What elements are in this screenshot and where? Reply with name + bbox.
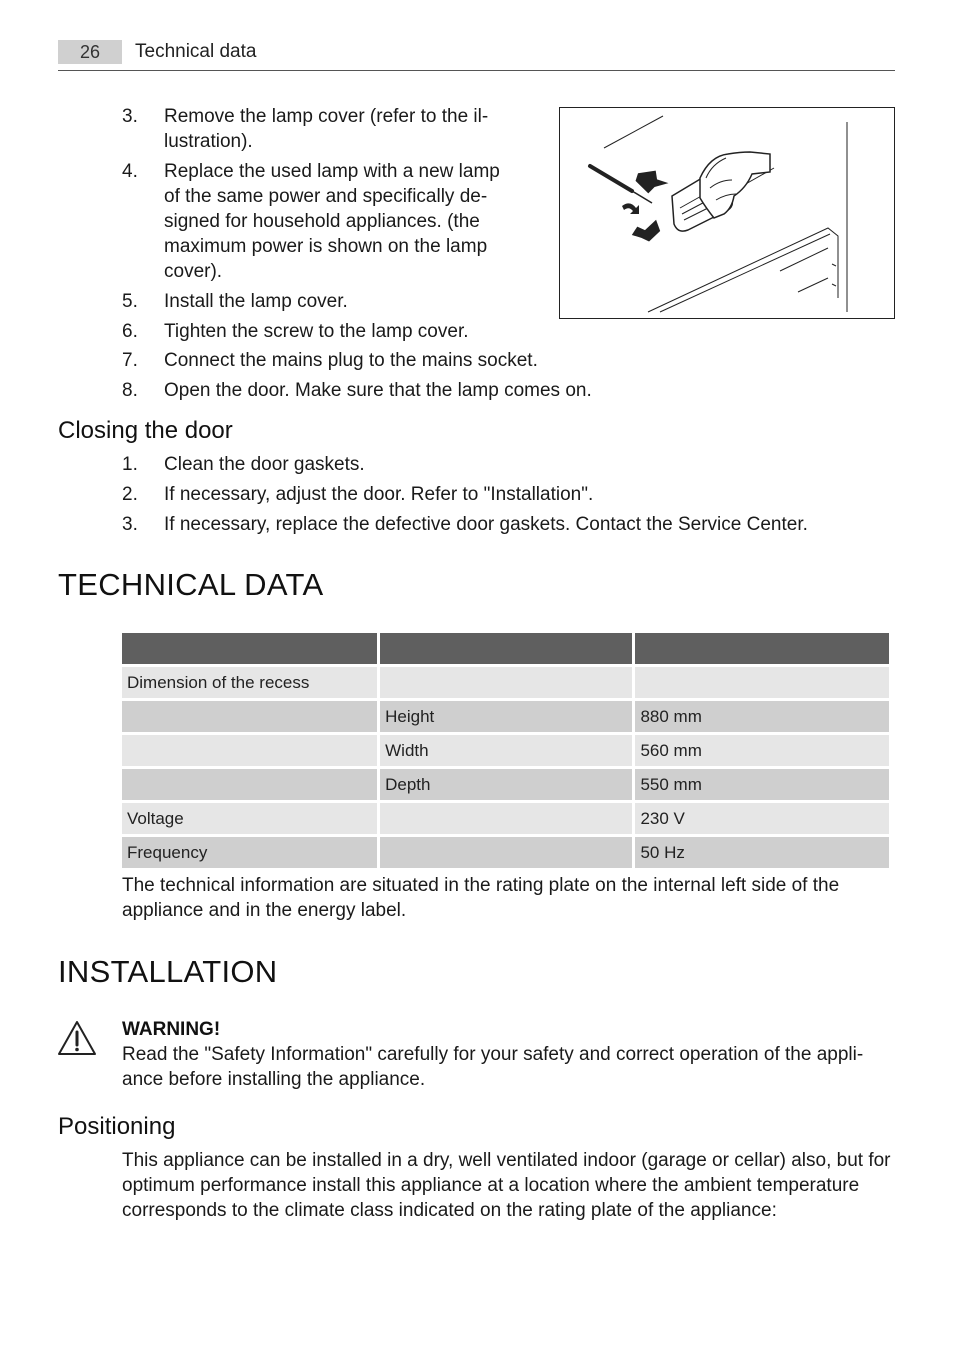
technical-note-line: appliance and in the energy label. (122, 900, 407, 921)
list-item (122, 512, 822, 537)
page-number: 26 (58, 40, 122, 64)
positioning-text-line: optimum performance install this appliance at a location where the ambient temperature (122, 1175, 860, 1196)
step-text: Tighten the screw to the lamp cover. (164, 321, 469, 342)
step-number: 1. (122, 454, 138, 475)
table-cell (122, 701, 377, 732)
list-item (122, 289, 542, 314)
table-cell: Frequency (122, 837, 377, 868)
step-text: If necessary, replace the defective door gaskets. Contact the Service Center. (164, 514, 808, 535)
step-text: Open the door. Make sure that the lamp comes on. (164, 380, 592, 401)
table-row (122, 837, 889, 868)
table-cell (380, 667, 632, 698)
step-number: 8. (122, 380, 138, 401)
technical-note-line: The technical information are situated in the rating plate on the internal left side of the (122, 875, 840, 896)
step-text: maximum power is shown on the lamp (164, 236, 488, 257)
table-cell: 880 mm (635, 701, 889, 732)
table-row (122, 803, 889, 834)
list-item (122, 348, 622, 373)
step-text: If necessary, adjust the door. Refer to "Installation". (164, 484, 594, 505)
table-cell (635, 667, 889, 698)
step-number: 4. (122, 161, 138, 182)
table-cell: Voltage (122, 803, 377, 834)
table-row (122, 735, 889, 766)
list-item (122, 159, 542, 284)
running-title: Technical data (135, 41, 257, 62)
table-cell: Height (380, 701, 632, 732)
section-title-closing-door: Closing the door (58, 417, 233, 444)
table-cell: 560 mm (635, 735, 889, 766)
list-item (122, 482, 822, 507)
table-header-cell (635, 633, 889, 664)
table-cell: Width (380, 735, 632, 766)
warning-text-line: Read the "Safety Information" carefully for your safety and correct operation of the appli- (122, 1044, 864, 1065)
step-number: 3. (122, 106, 138, 127)
list-item (122, 104, 542, 154)
table-header-row (122, 633, 889, 664)
step-number: 7. (122, 350, 138, 371)
table-cell: 230 V (635, 803, 889, 834)
table-cell: Dimension of the recess (122, 667, 377, 698)
technical-data-table (119, 630, 892, 871)
lamp-cover-drawing (560, 108, 894, 318)
table-row (122, 769, 889, 800)
table-header-cell (122, 633, 377, 664)
list-item (122, 378, 642, 403)
table-cell (122, 769, 377, 800)
section-title-positioning: Positioning (58, 1113, 176, 1140)
step-text: cover). (164, 261, 223, 282)
list-item (122, 319, 542, 344)
list-item (122, 452, 822, 477)
warning-triangle-icon (56, 1019, 98, 1057)
table-cell (380, 803, 632, 834)
step-text: Clean the door gaskets. (164, 454, 365, 475)
lamp-cover-illustration (559, 107, 895, 319)
step-text: Connect the mains plug to the mains socket. (164, 350, 538, 371)
step-text: lustration). (164, 131, 253, 152)
step-number: 6. (122, 321, 138, 342)
table-cell (122, 735, 377, 766)
step-text: Install the lamp cover. (164, 291, 348, 312)
table-row (122, 701, 889, 732)
positioning-text-line: corresponds to the climate class indicated on the rating plate of the appliance: (122, 1200, 777, 1221)
step-text: Replace the used lamp with a new lamp (164, 161, 500, 182)
step-text: of the same power and specifically de- (164, 186, 488, 207)
table-cell: 50 Hz (635, 837, 889, 868)
table-cell (380, 837, 632, 868)
step-text: Remove the lamp cover (refer to the il- (164, 106, 489, 127)
section-heading-technical-data: TECHNICAL DATA (58, 567, 324, 602)
step-text: signed for household appliances. (the (164, 211, 480, 232)
step-number: 3. (122, 514, 138, 535)
section-heading-installation: INSTALLATION (58, 954, 278, 989)
table-cell: 550 mm (635, 769, 889, 800)
warning-label: WARNING! (122, 1019, 221, 1040)
positioning-text-line: This appliance can be installed in a dry, well ventilated indoor (garage or cellar) also, but for (122, 1150, 891, 1171)
header-rule (58, 70, 895, 71)
table-row (122, 667, 889, 698)
warning-text-line: ance before installing the appliance. (122, 1069, 426, 1090)
step-number: 2. (122, 484, 138, 505)
step-number: 5. (122, 291, 138, 312)
table-cell: Depth (380, 769, 632, 800)
table-header-cell (380, 633, 632, 664)
